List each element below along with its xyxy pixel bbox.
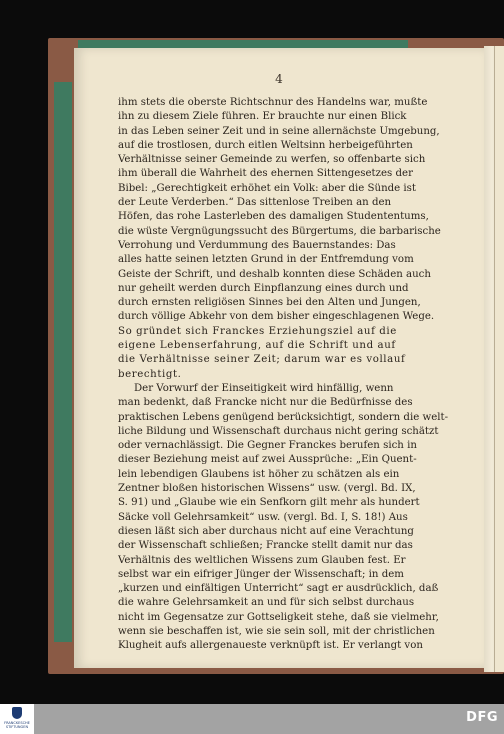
text-line: auf die trostlosen, durch eitlen Weltsinn herbeigeführten — [118, 139, 413, 151]
text-line: ihn zu diesem Ziele führen. Er brauchte nur einen Blick — [118, 111, 407, 123]
logo-line-1: FRANCKESCHE — [4, 721, 30, 725]
text-line: berechtigt. — [118, 368, 182, 380]
dfg-logo[interactable]: DFG — [466, 710, 498, 725]
text-line: nur geheilt werden durch Einpflanzung eines durch und — [118, 282, 409, 294]
cover-green-strip — [54, 82, 72, 642]
text-line: Zentner bloßen historischen Wissens“ usw. (vergl. Bd. IX, — [118, 483, 416, 495]
text-line: Höfen, das rohe Lasterleben des damaligen Studententums, — [118, 211, 429, 223]
text-line: durch völlige Abkehr von dem bisher eingeschlagenen Wege. — [118, 311, 435, 323]
text-line: durch ernsten religiösen Sinnes bei den Alten und Jungen, — [118, 297, 421, 309]
text-line: alles hatte seinen letzten Grund in der Entfremdung vom — [118, 254, 414, 266]
text-line: selbst war ein eifriger Jünger der Wissenschaft; in dem — [118, 568, 404, 580]
text-line: „kurzen und einfältigen Unterricht“ sagt er ausdrücklich, daß — [118, 583, 439, 595]
text-line: Klugheit aufs allergenaueste verknüpft ist. Er verlangt von — [118, 640, 423, 652]
institution-logo[interactable] — [0, 704, 34, 734]
text-line: eigene Lebenserfahrung, auf die Schrift und auf — [118, 340, 396, 352]
book-page — [74, 48, 484, 668]
text-line: lein lebendigen Glaubens ist höher zu schätzen als ein — [118, 468, 400, 480]
text-line: praktischen Lebens genügend berücksichtigt, sondern die welt- — [118, 411, 449, 423]
page-edge — [484, 46, 504, 672]
text-line: die wüste Vergnügungssucht des Bürgertums, die barbarische — [118, 225, 441, 237]
text-line: Geiste der Schrift, und deshalb konnten diese Schäden auch — [118, 268, 431, 280]
footer-bar — [0, 704, 504, 734]
cover-top-green-strip — [78, 40, 408, 48]
page-text — [118, 96, 456, 654]
page-number: 4 — [275, 72, 283, 86]
text-line: der Leute Verderben.“ Das sittenlose Treiben an den — [118, 197, 392, 209]
text-line: Verhältnisse seiner Gemeinde zu werfen, so offenbarte sich — [118, 154, 426, 166]
logo-line-2: STIFTUNGEN — [5, 725, 29, 729]
text-line: liche Bildung und Wissenschaft durchaus nicht gering schätzt — [118, 425, 439, 437]
text-line: ihm stets die oberste Richtschnur des Handelns war, mußte — [118, 97, 428, 108]
text-line: S. 91) und „Glaube wie ein Senfkorn gilt mehr als hundert — [118, 497, 420, 509]
text-line: der Wissenschaft schließen; Francke stellt damit nur das — [118, 540, 413, 552]
text-line: Säcke voll Gelehrsamkeit“ usw. (vergl. Bd. I, S. 18!) Aus — [118, 511, 408, 523]
text-line: in das Leben seiner Zeit und in seine allernächste Umgebung, — [118, 125, 440, 137]
text-line: oder vernachlässigt. Die Gegner Franckes berufen sich in — [118, 440, 417, 452]
text-line: ihm überall die Wahrheit des ehernen Sittengesetzes der — [118, 168, 413, 180]
text-line: Verhältnis des weltlichen Wissens zum Glauben fest. Er — [118, 554, 406, 566]
text-line: Verrohung und Verdummung des Bauernstandes: Das — [118, 239, 396, 251]
text-line: dieser Beziehung meist auf zwei Aussprüche: „Ein Quent- — [118, 454, 417, 466]
text-line: nicht im Gegensatze zur Gottseligkeit stehe, daß sie vielmehr, — [118, 611, 439, 623]
text-line: Bibel: „Gerechtigkeit erhöhet ein Volk: aber die Sünde ist — [118, 182, 417, 194]
text-line: die Verhältnisse seiner Zeit; darum war es vollauf — [118, 354, 406, 366]
text-line: So gründet sich Franckes Erziehungsziel auf die — [118, 325, 397, 337]
crest-icon — [12, 707, 22, 719]
text-line: diesen läßt sich aber durchaus nicht auf eine Verachtung — [118, 525, 414, 537]
text-line: man bedenkt, daß Francke nicht nur die Bedürfnisse des — [118, 397, 413, 409]
text-line: die wahre Gelehrsamkeit an und für sich selbst durchaus — [118, 597, 415, 609]
text-line: wenn sie beschaffen ist, wie sie sein soll, mit der christlichen — [118, 625, 435, 637]
text-line: Der Vorwurf der Einseitigkeit wird hinfällig, wenn — [134, 382, 394, 394]
